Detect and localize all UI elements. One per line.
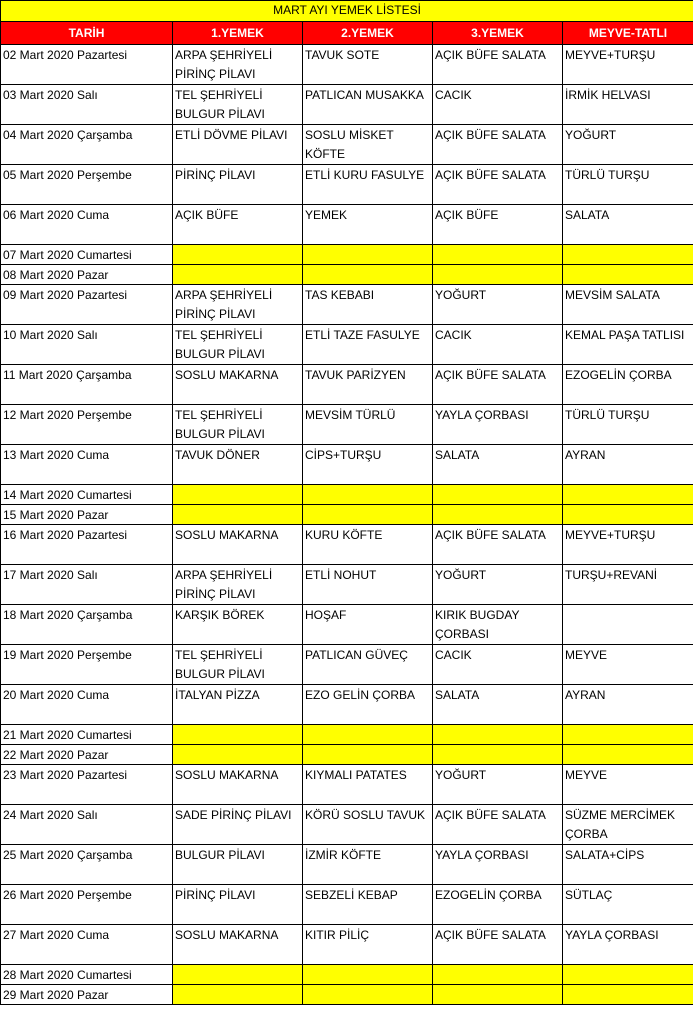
fruit-dessert-cell: MEVSİM SALATA <box>563 285 693 325</box>
dish-2-cell: YEMEK <box>303 205 433 245</box>
dish-1-cell: BULGUR PİLAVI <box>173 845 303 885</box>
fruit-dessert-cell: MEYVE+TURŞU <box>563 525 693 565</box>
dish-3-cell: CACIK <box>433 325 563 365</box>
dish-1-cell: ARPA ŞEHRİYELİ PİRİNÇ PİLAVI <box>173 285 303 325</box>
header-dish-2: 2.YEMEK <box>303 22 433 45</box>
fruit-dessert-cell: MEYVE <box>563 645 693 685</box>
dish-2-cell: HOŞAF <box>303 605 433 645</box>
dish-1-cell: TEL ŞEHRİYELİ BULGUR PİLAVI <box>173 85 303 125</box>
header-dish-1: 1.YEMEK <box>173 22 303 45</box>
date-cell: 04 Mart 2020 Çarşamba <box>1 125 173 165</box>
dish-3-cell <box>433 965 563 985</box>
dish-3-cell <box>433 985 563 1005</box>
fruit-dessert-cell <box>563 605 693 645</box>
weekend-row <box>1 485 693 505</box>
date-cell: 22 Mart 2020 Pazar <box>1 745 173 765</box>
dish-1-cell: SOSLU MAKARNA <box>173 525 303 565</box>
fruit-dessert-cell: TURŞU+REVANİ <box>563 565 693 605</box>
date-cell: 25 Mart 2020 Çarşamba <box>1 845 173 885</box>
dish-1-cell: ARPA ŞEHRİYELİ PİRİNÇ PİLAVI <box>173 45 303 85</box>
date-cell: 09 Mart 2020 Pazartesi <box>1 285 173 325</box>
date-cell: 21 Mart 2020 Cumartesi <box>1 725 173 745</box>
weekend-row <box>1 985 693 1005</box>
date-cell: 19 Mart 2020 Perşembe <box>1 645 173 685</box>
dish-1-cell <box>173 485 303 505</box>
fruit-dessert-cell <box>563 965 693 985</box>
date-cell: 11 Mart 2020 Çarşamba <box>1 365 173 405</box>
date-cell: 03 Mart 2020 Salı <box>1 85 173 125</box>
table-row <box>1 45 693 85</box>
weekend-row <box>1 245 693 265</box>
table-row <box>1 845 693 885</box>
dish-3-cell: AÇIK BÜFE SALATA <box>433 365 563 405</box>
date-cell: 13 Mart 2020 Cuma <box>1 445 173 485</box>
dish-1-cell <box>173 745 303 765</box>
table-row <box>1 885 693 925</box>
dish-2-cell: TAVUK SOTE <box>303 45 433 85</box>
dish-2-cell: İZMİR KÖFTE <box>303 845 433 885</box>
dish-2-cell: ETLİ NOHUT <box>303 565 433 605</box>
dish-2-cell: TAS KEBABI <box>303 285 433 325</box>
dish-1-cell: PİRİNÇ PİLAVI <box>173 885 303 925</box>
dish-3-cell <box>433 265 563 285</box>
dish-3-cell: EZOGELİN ÇORBA <box>433 885 563 925</box>
table-row <box>1 325 693 365</box>
dish-2-cell: KURU KÖFTE <box>303 525 433 565</box>
dish-2-cell <box>303 505 433 525</box>
fruit-dessert-cell: SALATA <box>563 205 693 245</box>
dish-2-cell <box>303 485 433 505</box>
dish-1-cell <box>173 265 303 285</box>
fruit-dessert-cell: TÜRLÜ TURŞU <box>563 405 693 445</box>
dish-1-cell: TAVUK DÖNER <box>173 445 303 485</box>
dish-2-cell <box>303 965 433 985</box>
dish-2-cell <box>303 265 433 285</box>
header-row <box>1 22 693 45</box>
date-cell: 16 Mart 2020 Pazartesi <box>1 525 173 565</box>
table-row <box>1 685 693 725</box>
date-cell: 17 Mart 2020 Salı <box>1 565 173 605</box>
weekend-row <box>1 725 693 745</box>
date-cell: 28 Mart 2020 Cumartesi <box>1 965 173 985</box>
dish-2-cell: TAVUK PARİZYEN <box>303 365 433 405</box>
dish-1-cell: TEL ŞEHRİYELİ BULGUR PİLAVI <box>173 645 303 685</box>
table-row <box>1 205 693 245</box>
dish-2-cell: ETLİ TAZE FASULYE <box>303 325 433 365</box>
fruit-dessert-cell <box>563 745 693 765</box>
fruit-dessert-cell: EZOGELİN ÇORBA <box>563 365 693 405</box>
dish-3-cell <box>433 245 563 265</box>
weekend-row <box>1 265 693 285</box>
dish-2-cell: KIYMALI PATATES <box>303 765 433 805</box>
dish-1-cell <box>173 985 303 1005</box>
dish-3-cell: AÇIK BÜFE SALATA <box>433 165 563 205</box>
fruit-dessert-cell: SALATA+CİPS <box>563 845 693 885</box>
table-row <box>1 445 693 485</box>
fruit-dessert-cell <box>563 245 693 265</box>
dish-2-cell <box>303 985 433 1005</box>
title-row <box>1 1 693 22</box>
dish-2-cell: CİPS+TURŞU <box>303 445 433 485</box>
weekend-row <box>1 505 693 525</box>
dish-3-cell: AÇIK BÜFE SALATA <box>433 125 563 165</box>
dish-3-cell: YOĞURT <box>433 565 563 605</box>
dish-2-cell: KITIR PİLİÇ <box>303 925 433 965</box>
dish-1-cell: ETLİ DÖVME PİLAVI <box>173 125 303 165</box>
page-title: MART AYI YEMEK LİSTESİ <box>1 1 693 22</box>
date-cell: 05 Mart 2020 Perşembe <box>1 165 173 205</box>
date-cell: 10 Mart 2020 Salı <box>1 325 173 365</box>
dish-3-cell: CACIK <box>433 645 563 685</box>
dish-3-cell: AÇIK BÜFE <box>433 205 563 245</box>
fruit-dessert-cell: YOĞURT <box>563 125 693 165</box>
dish-1-cell: ARPA ŞEHRİYELİ PİRİNÇ PİLAVI <box>173 565 303 605</box>
fruit-dessert-cell: İRMİK HELVASI <box>563 85 693 125</box>
dish-1-cell: KARŞIK BÖREK <box>173 605 303 645</box>
table-row <box>1 85 693 125</box>
dish-3-cell: AÇIK BÜFE SALATA <box>433 925 563 965</box>
date-cell: 07 Mart 2020 Cumartesi <box>1 245 173 265</box>
dish-1-cell: AÇIK BÜFE <box>173 205 303 245</box>
date-cell: 26 Mart 2020 Perşembe <box>1 885 173 925</box>
fruit-dessert-cell <box>563 725 693 745</box>
dish-3-cell: KIRIK BUGDAY ÇORBASI <box>433 605 563 645</box>
dish-3-cell: YOĞURT <box>433 765 563 805</box>
dish-1-cell: SADE PİRİNÇ PİLAVI <box>173 805 303 845</box>
dish-3-cell <box>433 505 563 525</box>
fruit-dessert-cell: YAYLA ÇORBASI <box>563 925 693 965</box>
fruit-dessert-cell: AYRAN <box>563 685 693 725</box>
dish-3-cell <box>433 725 563 745</box>
dish-2-cell <box>303 725 433 745</box>
dish-2-cell: SEBZELİ KEBAP <box>303 885 433 925</box>
fruit-dessert-cell <box>563 505 693 525</box>
table-row <box>1 165 693 205</box>
date-cell: 12 Mart 2020 Perşembe <box>1 405 173 445</box>
fruit-dessert-cell <box>563 985 693 1005</box>
dish-2-cell: SOSLU MİSKET KÖFTE <box>303 125 433 165</box>
date-cell: 24 Mart 2020 Salı <box>1 805 173 845</box>
dish-2-cell: PATLICAN GÜVEÇ <box>303 645 433 685</box>
dish-1-cell: SOSLU MAKARNA <box>173 765 303 805</box>
dish-2-cell: PATLICAN MUSAKKA <box>303 85 433 125</box>
dish-3-cell: YAYLA ÇORBASI <box>433 845 563 885</box>
fruit-dessert-cell: KEMAL PAŞA TATLISI <box>563 325 693 365</box>
dish-3-cell: YOĞURT <box>433 285 563 325</box>
dish-3-cell: SALATA <box>433 685 563 725</box>
dish-1-cell: PİRİNÇ PİLAVI <box>173 165 303 205</box>
fruit-dessert-cell <box>563 265 693 285</box>
date-cell: 18 Mart 2020 Çarşamba <box>1 605 173 645</box>
table-row <box>1 285 693 325</box>
table-row <box>1 605 693 645</box>
weekend-row <box>1 745 693 765</box>
table-row <box>1 565 693 605</box>
date-cell: 08 Mart 2020 Pazar <box>1 265 173 285</box>
date-cell: 15 Mart 2020 Pazar <box>1 505 173 525</box>
dish-1-cell: TEL ŞEHRİYELİ BULGUR PİLAVI <box>173 405 303 445</box>
fruit-dessert-cell: MEYVE <box>563 765 693 805</box>
table-row <box>1 765 693 805</box>
fruit-dessert-cell: SÜZME MERCİMEK ÇORBA <box>563 805 693 845</box>
dish-2-cell: ETLİ KURU FASULYE <box>303 165 433 205</box>
dish-3-cell: AÇIK BÜFE SALATA <box>433 525 563 565</box>
dish-1-cell <box>173 505 303 525</box>
dish-1-cell: SOSLU MAKARNA <box>173 365 303 405</box>
date-cell: 14 Mart 2020 Cumartesi <box>1 485 173 505</box>
header-date: TARİH <box>1 22 173 45</box>
table-row <box>1 805 693 845</box>
fruit-dessert-cell: TÜRLÜ TURŞU <box>563 165 693 205</box>
table-row <box>1 405 693 445</box>
date-cell: 06 Mart 2020 Cuma <box>1 205 173 245</box>
dish-1-cell <box>173 965 303 985</box>
dish-3-cell: AÇIK BÜFE SALATA <box>433 45 563 85</box>
dish-3-cell: SALATA <box>433 445 563 485</box>
dish-1-cell <box>173 725 303 745</box>
dish-1-cell: SOSLU MAKARNA <box>173 925 303 965</box>
fruit-dessert-cell: MEYVE+TURŞU <box>563 45 693 85</box>
dish-3-cell <box>433 745 563 765</box>
dish-1-cell: İTALYAN PİZZA <box>173 685 303 725</box>
header-dish-3: 3.YEMEK <box>433 22 563 45</box>
dish-2-cell: EZO GELİN ÇORBA <box>303 685 433 725</box>
table-row <box>1 365 693 405</box>
dish-3-cell: AÇIK BÜFE SALATA <box>433 805 563 845</box>
table-row <box>1 125 693 165</box>
date-cell: 29 Mart 2020 Pazar <box>1 985 173 1005</box>
dish-2-cell: KÖRÜ SOSLU TAVUK <box>303 805 433 845</box>
fruit-dessert-cell <box>563 485 693 505</box>
table-row <box>1 925 693 965</box>
header-fruit-dessert: MEYVE-TATLI <box>563 22 693 45</box>
dish-3-cell: YAYLA ÇORBASI <box>433 405 563 445</box>
dish-3-cell: CACIK <box>433 85 563 125</box>
dish-1-cell <box>173 245 303 265</box>
fruit-dessert-cell: SÜTLAÇ <box>563 885 693 925</box>
dish-3-cell <box>433 485 563 505</box>
dish-2-cell <box>303 245 433 265</box>
weekend-row <box>1 965 693 985</box>
dish-1-cell: TEL ŞEHRİYELİ BULGUR PİLAVI <box>173 325 303 365</box>
date-cell: 27 Mart 2020 Cuma <box>1 925 173 965</box>
dish-2-cell: MEVSİM TÜRLÜ <box>303 405 433 445</box>
fruit-dessert-cell: AYRAN <box>563 445 693 485</box>
date-cell: 20 Mart 2020 Cuma <box>1 685 173 725</box>
table-row <box>1 645 693 685</box>
date-cell: 02 Mart 2020 Pazartesi <box>1 45 173 85</box>
date-cell: 23 Mart 2020 Pazartesi <box>1 765 173 805</box>
table-row <box>1 525 693 565</box>
dish-2-cell <box>303 745 433 765</box>
